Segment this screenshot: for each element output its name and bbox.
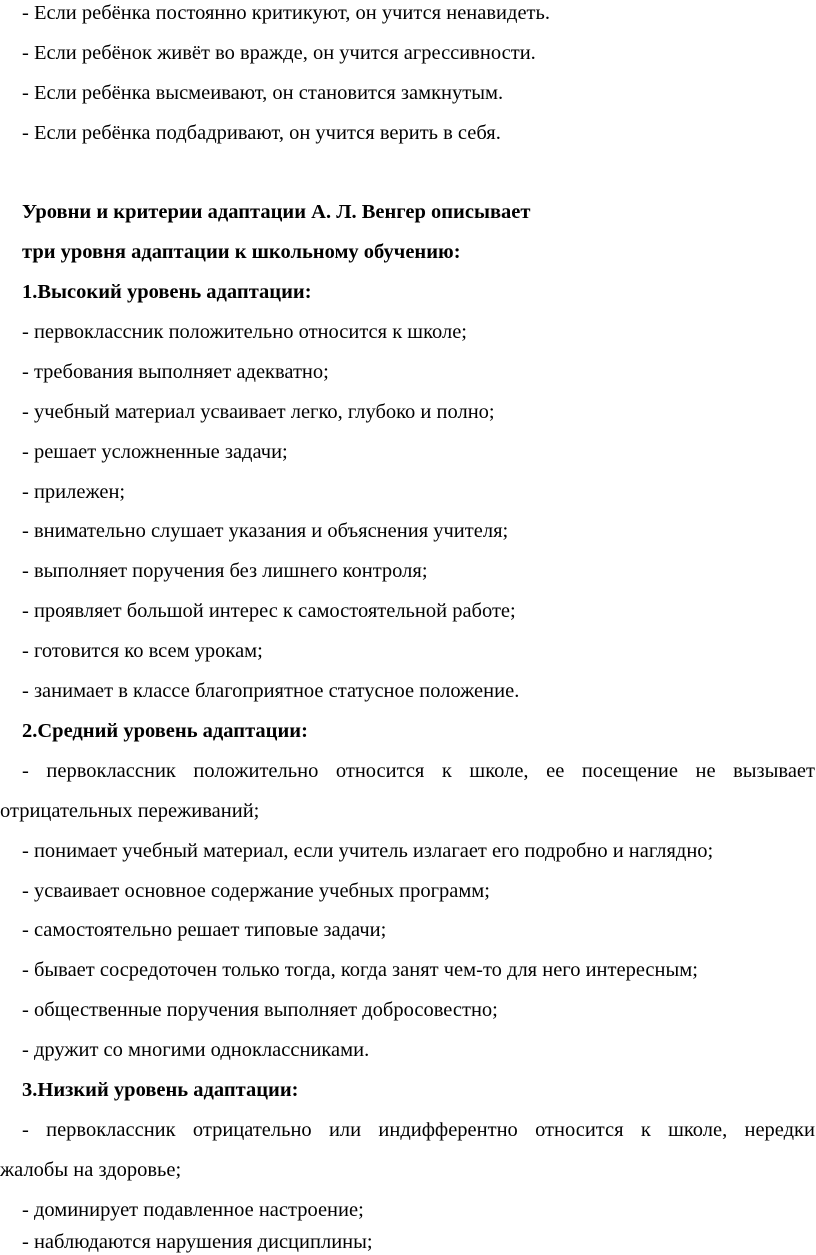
- high-item-8: - проявляет большой интерес к самостоятельной работе;: [22, 600, 516, 622]
- high-item-6: - внимательно слушает указания и объяснения учителя;: [22, 520, 509, 542]
- high-item-10: - занимает в классе благоприятное статусное положение.: [22, 680, 520, 702]
- section-heading-line1: Уровни и критерии адаптации А. Л. Венгер описывает: [22, 201, 531, 223]
- medium-item-3: - усваивает основное содержание учебных программ;: [22, 880, 490, 902]
- medium-item-1-line2: отрицательных переживаний;: [0, 800, 260, 822]
- medium-item-7: - дружит со многими одноклассниками.: [22, 1039, 370, 1061]
- medium-item-1-line1: - первоклассник положительно относится к школе, ее посещение не вызывает: [22, 760, 815, 782]
- high-item-7: - выполняет поручения без лишнего контроля;: [22, 560, 428, 582]
- high-item-9: - готовится ко всем урокам;: [22, 640, 263, 662]
- medium-item-4: - самостоятельно решает типовые задачи;: [22, 919, 387, 941]
- section-heading-line2: три уровня адаптации к школьному обучению:: [22, 241, 461, 263]
- low-item-2: - доминирует подавленное настроение;: [22, 1199, 364, 1221]
- intro-item-3: - Если ребёнка высмеивают, он становится замкнутым.: [22, 82, 504, 104]
- low-level-title: 3.Низкий уровень адаптации:: [22, 1079, 299, 1101]
- low-item-3: - наблюдаются нарушения дисциплины;: [22, 1231, 373, 1253]
- low-item-1-line2: жалобы на здоровье;: [0, 1159, 182, 1181]
- high-item-4: - решает усложненные задачи;: [22, 441, 288, 463]
- high-item-5: - прилежен;: [22, 481, 126, 503]
- medium-item-6: - общественные поручения выполняет добросовестно;: [22, 999, 498, 1021]
- medium-item-2: - понимает учебный материал, если учитель излагает его подробно и наглядно;: [22, 840, 714, 862]
- high-item-1: - первоклассник положительно относится к школе;: [22, 321, 468, 343]
- medium-item-5: - бывает сосредоточен только тогда, когда занят чем-то для него интересным;: [22, 959, 698, 981]
- intro-item-1: - Если ребёнка постоянно критикуют, он учится ненавидеть.: [22, 2, 550, 24]
- high-item-3: - учебный материал усваивает легко, глубоко и полно;: [22, 401, 495, 423]
- high-level-title: 1.Высокий уровень адаптации:: [22, 281, 312, 303]
- intro-item-2: - Если ребёнок живёт во вражде, он учится агрессивности.: [22, 42, 536, 64]
- intro-item-4: - Если ребёнка подбадривают, он учится верить в себя.: [22, 122, 501, 144]
- medium-level-title: 2.Средний уровень адаптации:: [22, 720, 308, 742]
- low-item-1-line1: - первоклассник отрицательно или индифферентно относится к школе, нередки: [22, 1119, 815, 1141]
- high-item-2: - требования выполняет адекватно;: [22, 361, 329, 383]
